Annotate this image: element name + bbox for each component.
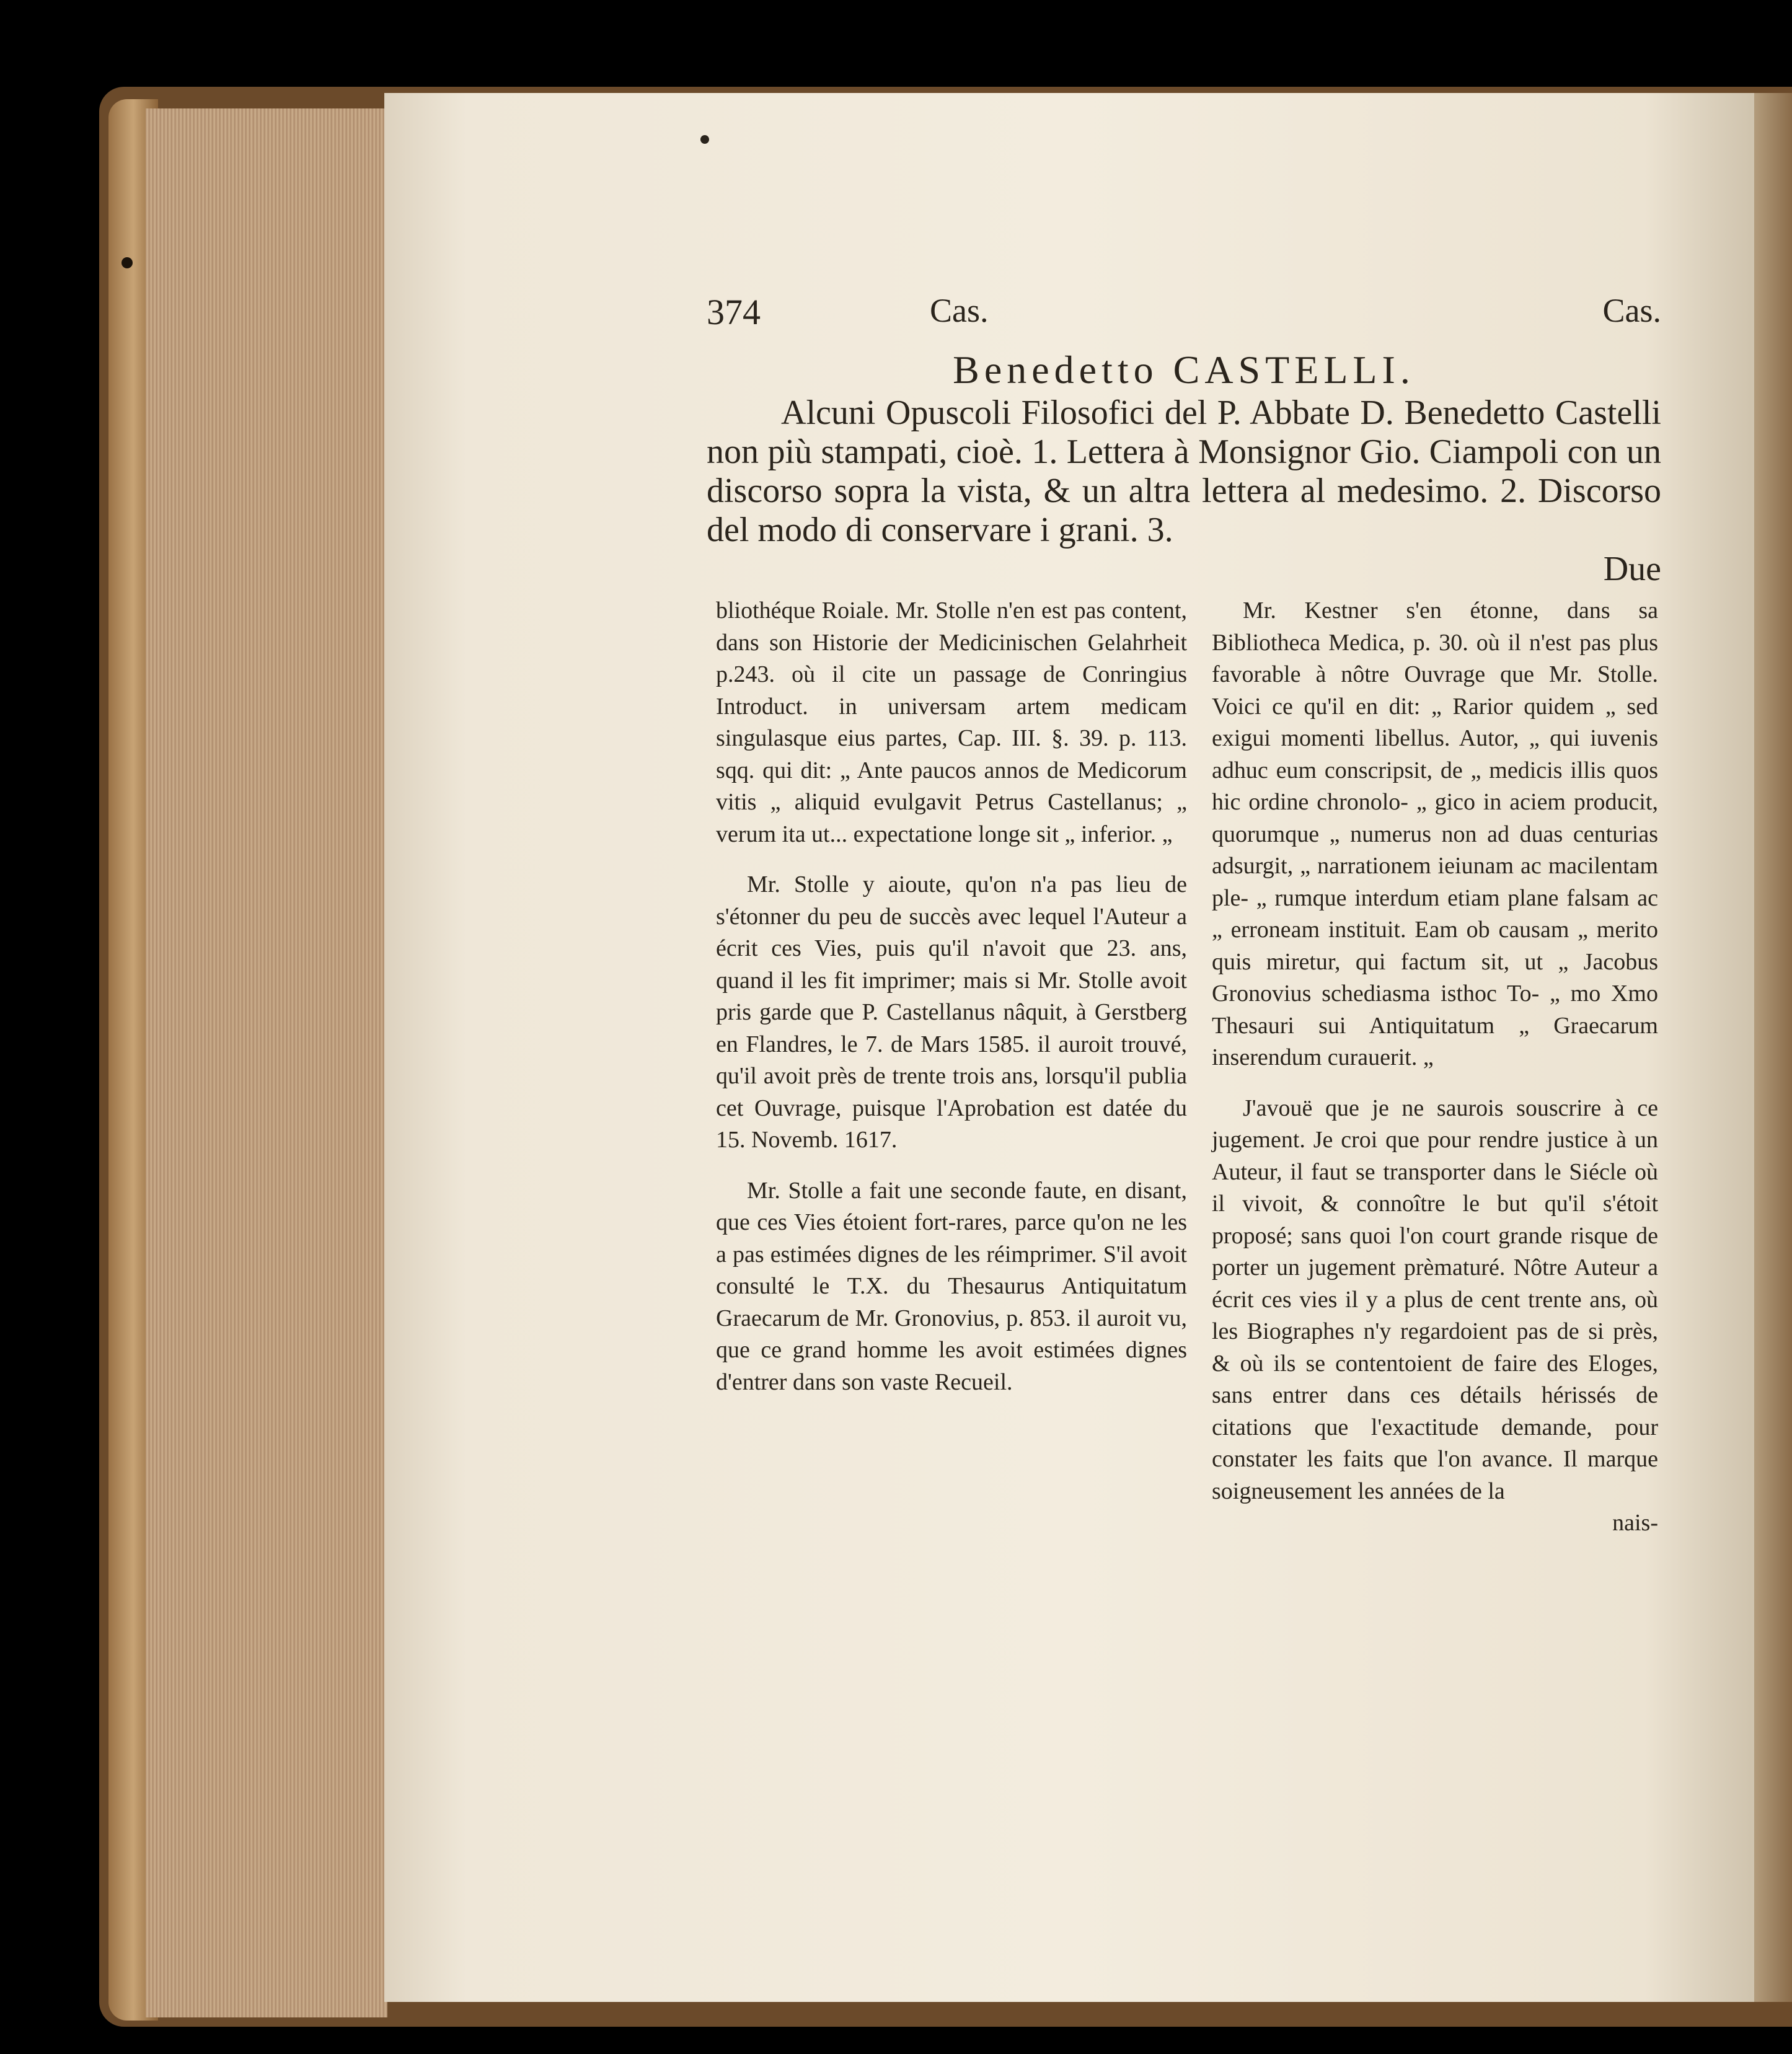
entry-title [707,394,1661,589]
cover-nail-dot [121,257,133,268]
running-head [707,291,1661,335]
running-head-right: Cas. [1602,292,1661,329]
left-paragraph-1: bliothéque Roiale. Mr. Stolle n'en est pas content, dans son Historie der Medicinischen Gelahrheit p.243. où il cite un passage de Conringius Introduct. in universam artem medicam singulasque eius partes, Cap. III. §. 39. p. 113. sqq. qui dit: „ Ante paucos annos de Medicorum vitis „ aliquid evulgavit Petrus Castellanus; „ verum ita ut... expectatione longe sit „ inferior. „ [716,597,1187,847]
right-paragraph-2: J'avouë que je ne saurois souscrire à ce jugement. Je croi que pour rendre justice à un Auteur, il faut se transporter dans le Siécle où il vivoit, & connoître le but qu'il s'étoit proposé; sans quoi l'on court grande risque de porter un jugement prèmaturé. Nôtre Auteur a écrit ces vies il y a plus de cent trente ans, où les Biographes n'y regardoient pas de si près, & où ils se contentoient de faire des Eloges, sans entrer dans ces détails hérissés de citations que l'exactitude demande, pour constater les faits que l'on avance. Il marque soigneusement les années de la [1212,1095,1658,1504]
left-column [716,595,1187,1417]
right-column [1212,595,1658,1540]
entry-title-text: Alcuni Opuscoli Filosofici del P. Abbate D. Benedetto Castelli non più stampati, cioè. 1. Lettera à Monsignor Gio. Ciampoli con un discorso sopra la vista, & un altra lettera al medesimo. 2. Discorso del modo di conservare i grani. 3. [707,394,1661,549]
author-heading: Benedetto CASTELLI. [953,348,1415,392]
catchword: nais- [1612,1510,1658,1536]
running-head-left: Cas. [930,292,989,329]
page-gutter [1754,93,1792,2002]
right-paragraph-1: Mr. Kestner s'en étonne, dans sa Bibliotheca Medica, p. 30. où il n'est pas plus favorable à nôtre Ouvrage que Mr. Stolle. Voici ce qu'il en dit: „ Rarior quidem „ sed exigui momenti libellus. Autor, „ qui iuvenis adhuc eum conscripsit, de „ medicis illis quos hic ordine chronolo- „ gico in aciem producit, quorumque „ numerus non ad duas centurias adsurgit, „ narrationem ieiunam ac macilentam ple- „ rumque interdum etiam plane falsam ac „ erroneam instituit. Eam ob causam „ merito quis miretur, qui factum sit, ut „ Jacobus Gronovius schediasma isthoc To- „ mo Xmo Thesauri sui Antiquitatum „ Graecarum inserendum curauerit. „ [1212,597,1658,1070]
page-edges [146,108,387,2017]
page-number: 374 [707,292,761,332]
left-paragraph-2: Mr. Stolle y aioute, qu'on n'a pas lieu de s'étonner du peu de succès avec lequel l'Auteur a écrit ces Vies, puis qu'il n'avoit que 23. ans, quand il les fit imprimer; mais si Mr. Stolle avoit pris garde que P. Castellanus nâquit, à Gerstberg en Flandres, le 7. de Mars 1585. il auroit trouvé, qu'il avoit près de trente trois ans, lorsqu'il publia cet Ouvrage, puisque l'Aprobation est datée du 15. Novemb. 1617. [716,871,1187,1153]
entry-continuation: Due [1603,550,1661,588]
page-mark-dot [700,135,709,144]
left-paragraph-3: Mr. Stolle a fait une seconde faute, en disant, que ces Vies étoient fort-rares, parce qu'on ne les a pas estimées dignes de les réimprimer. S'il avoit consulté le T.X. du Thesaurus Antiquitatum Graecarum de Mr. Gronovius, p. 853. il auroit vu, que ce grand homme les avoit estimées dignes d'entrer dans son vaste Recueil. [716,1177,1187,1395]
